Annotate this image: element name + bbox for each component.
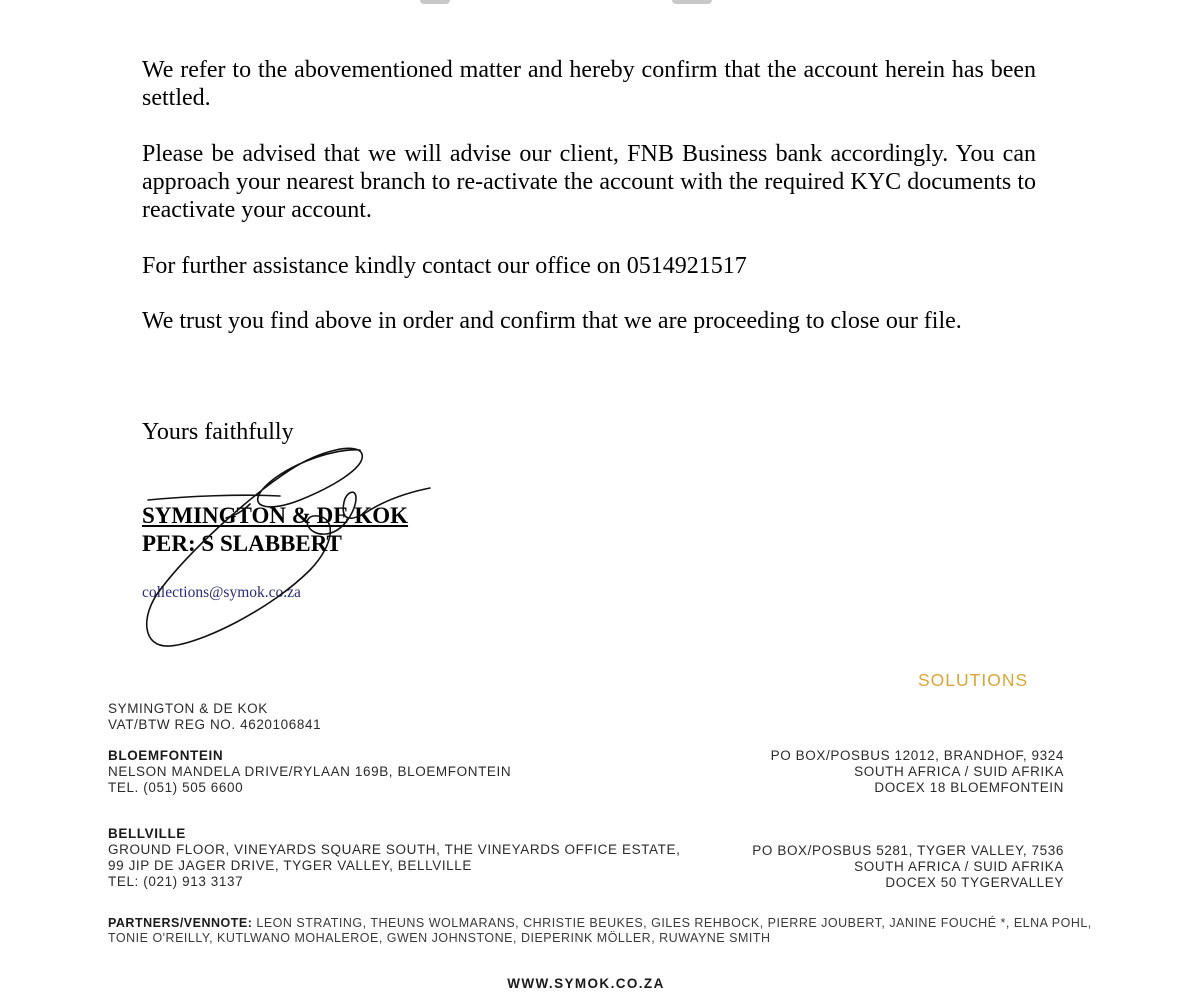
bloemfontein-country: SOUTH AFRICA / SUID AFRIKA — [854, 764, 1064, 779]
bellville-docex: DOCEX 50 TYGERVALLEY — [885, 875, 1064, 890]
bloemfontein-tel: TEL. (051) 505 6600 — [108, 780, 244, 795]
bloemfontein-address: NELSON MANDELA DRIVE/RYLAAN 169B, BLOEMFONTEIN — [108, 764, 512, 779]
bloemfontein-postal — [771, 748, 1064, 796]
bellville-address-line2: 99 JIP DE JAGER DRIVE, TYGER VALLEY, BELLVILLE — [108, 858, 473, 873]
partners-label: PARTNERS/VENNOTE: — [108, 916, 253, 930]
bellville-heading: BELLVILLE — [108, 826, 186, 841]
partners-names-line1: LEON STRATING, THEUNS WOLMARANS, CHRISTIE BEUKES, GILES REHBOCK, PIERRE JOUBERT, JANINE FOUCHÉ *, ELNA POHL, — [252, 916, 1092, 930]
bloemfontein-heading: BLOEMFONTEIN — [108, 748, 224, 763]
signatory-block — [142, 502, 408, 558]
footer-tagline: SOLUTIONS — [918, 670, 1029, 690]
bloemfontein-po-box: PO BOX/POSBUS 12012, BRANDHOF, 9324 — [770, 748, 1064, 763]
partners-list — [108, 916, 1092, 946]
bellville-address-line1: GROUND FLOOR, VINEYARDS SQUARE SOUTH, THE VINEYARDS OFFICE ESTATE, — [108, 842, 681, 857]
bellville-office — [108, 826, 680, 890]
bellville-postal — [752, 843, 1064, 891]
bellville-tel: TEL: (021) 913 3137 — [108, 874, 244, 889]
cropped-header-remnant — [410, 0, 740, 6]
paragraph-closing-file: We trust you find above in order and confirm that we are proceeding to close our file. — [142, 308, 962, 334]
paragraph-settlement-confirmation: We refer to the abovementioned matter and hereby confirm that the account herein has been settled. — [142, 57, 1036, 111]
bellville-po-box: PO BOX/POSBUS 5281, TYGER VALLEY, 7536 — [752, 843, 1064, 858]
partners-names-line2: TONIE O'REILLY, KUTLWANO MOHALEROE, GWEN JOHNSTONE, DIEPERINK MÖLLER, RUWAYNE SMITH — [108, 931, 771, 945]
paragraph-bank-advice: Please be advised that we will advise our client, FNB Business bank accordingly. You can approach your nearest branch to re-activate the account with the required KYC documents to reactivate your account. — [142, 141, 1036, 223]
signatory-person: PER: S SLABBERT — [142, 531, 342, 556]
footer-vat-number: VAT/BTW REG NO. 4620106841 — [108, 717, 322, 732]
bloemfontein-office — [108, 748, 511, 796]
bellville-country: SOUTH AFRICA / SUID AFRIKA — [854, 859, 1064, 874]
paragraph-contact: For further assistance kindly contact our office on 0514921517 — [142, 253, 747, 279]
signatory-firm-name: SYMINGTON & DE KOK — [142, 503, 409, 528]
closing-salutation: Yours faithfully — [142, 419, 294, 445]
collections-email[interactable]: collections@symok.co.za — [142, 584, 301, 601]
footer-firm-info — [108, 701, 321, 733]
footer-website[interactable]: WWW.SYMOK.CO.ZA — [507, 976, 665, 991]
footer-firm-name: SYMINGTON & DE KOK — [108, 701, 268, 716]
bloemfontein-docex: DOCEX 18 BLOEMFONTEIN — [874, 780, 1064, 795]
